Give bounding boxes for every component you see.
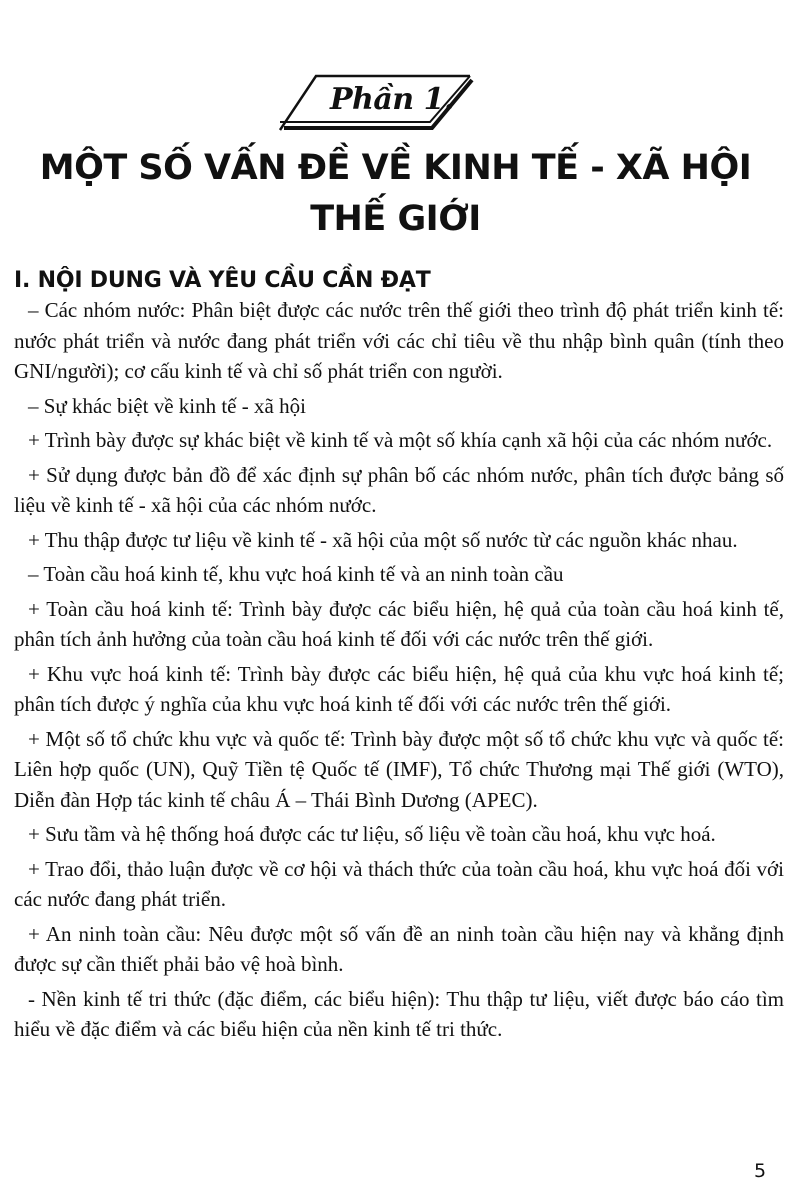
paragraph: – Toàn cầu hoá kinh tế, khu vực hoá kinh tế và an ninh toàn cầu xyxy=(28,562,564,586)
section-heading: I. NỘI DUNG VÀ YÊU CẦU CẦN ĐẠT xyxy=(14,268,431,293)
paragraph: + Trao đổi, thảo luận được về cơ hội và thách thức của toàn cầu hoá, khu vực hoá đối với các nước đang phát triển. xyxy=(14,856,784,911)
paragraph: – Các nhóm nước: Phân biệt được các nước trên thế giới theo trình độ phát triển kinh tế: nước phát triển và nước đang phát triển với các chỉ tiêu về thu nhập bình quân (tính theo GNI/người); cơ cấu kinh tế và chỉ số phát triển con người. xyxy=(14,298,784,383)
chapter-title: MỘT SỐ VẤN ĐỀ VỀ KINH TẾ - XÃ HỘI xyxy=(39,148,752,188)
chapter-title-continued: THẾ GIỚI xyxy=(310,199,481,239)
part-badge xyxy=(278,72,478,134)
paragraph: + Toàn cầu hoá kinh tế: Trình bày được các biểu hiện, hệ quả của toàn cầu hoá kinh tế, phân tích ảnh hưởng của toàn cầu hoá kinh tế đối với các nước trên thế giới. xyxy=(14,596,784,651)
paragraph: + Sử dụng được bản đồ để xác định sự phân bố các nhóm nước, phân tích được bảng số liệu về kinh tế - xã hội của các nhóm nước. xyxy=(14,462,784,517)
paragraph: + An ninh toàn cầu: Nêu được một số vấn đề an ninh toàn cầu hiện nay và khẳng định được sự cần thiết phải bảo vệ hoà bình. xyxy=(14,921,784,976)
page-number: 5 xyxy=(754,1160,767,1182)
paragraph: - Nền kinh tế tri thức (đặc điểm, các biểu hiện): Thu thập tư liệu, viết được báo cáo tìm hiểu về đặc điểm và các biểu hiện của nền kinh tế tri thức. xyxy=(14,986,784,1041)
paragraph: + Một số tổ chức khu vực và quốc tế: Trình bày được một số tổ chức khu vực và quốc tế: Liên hợp quốc (UN), Quỹ Tiền tệ Quốc tế (IMF), Tổ chức Thương mại Thế giới (WTO), Diễn đàn Hợp tác kinh tế châu Á – Thái Bình Dương (APEC). xyxy=(14,726,784,812)
paragraph: + Thu thập được tư liệu về kinh tế - xã hội của một số nước từ các nguồn khác nhau. xyxy=(28,527,738,552)
section-body xyxy=(14,295,784,1049)
paragraph: + Khu vực hoá kinh tế: Trình bày được các biểu hiện, hệ quả của khu vực hoá kinh tế; phân tích được ý nghĩa của khu vực hoá kinh tế đối với các nước trên thế giới. xyxy=(14,661,784,716)
part-label: Phần 1. xyxy=(330,82,454,117)
paragraph: + Trình bày được sự khác biệt về kinh tế và một số khía cạnh xã hội của các nhóm nước. xyxy=(28,428,773,452)
paragraph: – Sự khác biệt về kinh tế - xã hội xyxy=(28,393,306,418)
paragraph: + Sưu tầm và hệ thống hoá được các tư liệu, số liệu về toàn cầu hoá, khu vực hoá. xyxy=(28,822,716,846)
